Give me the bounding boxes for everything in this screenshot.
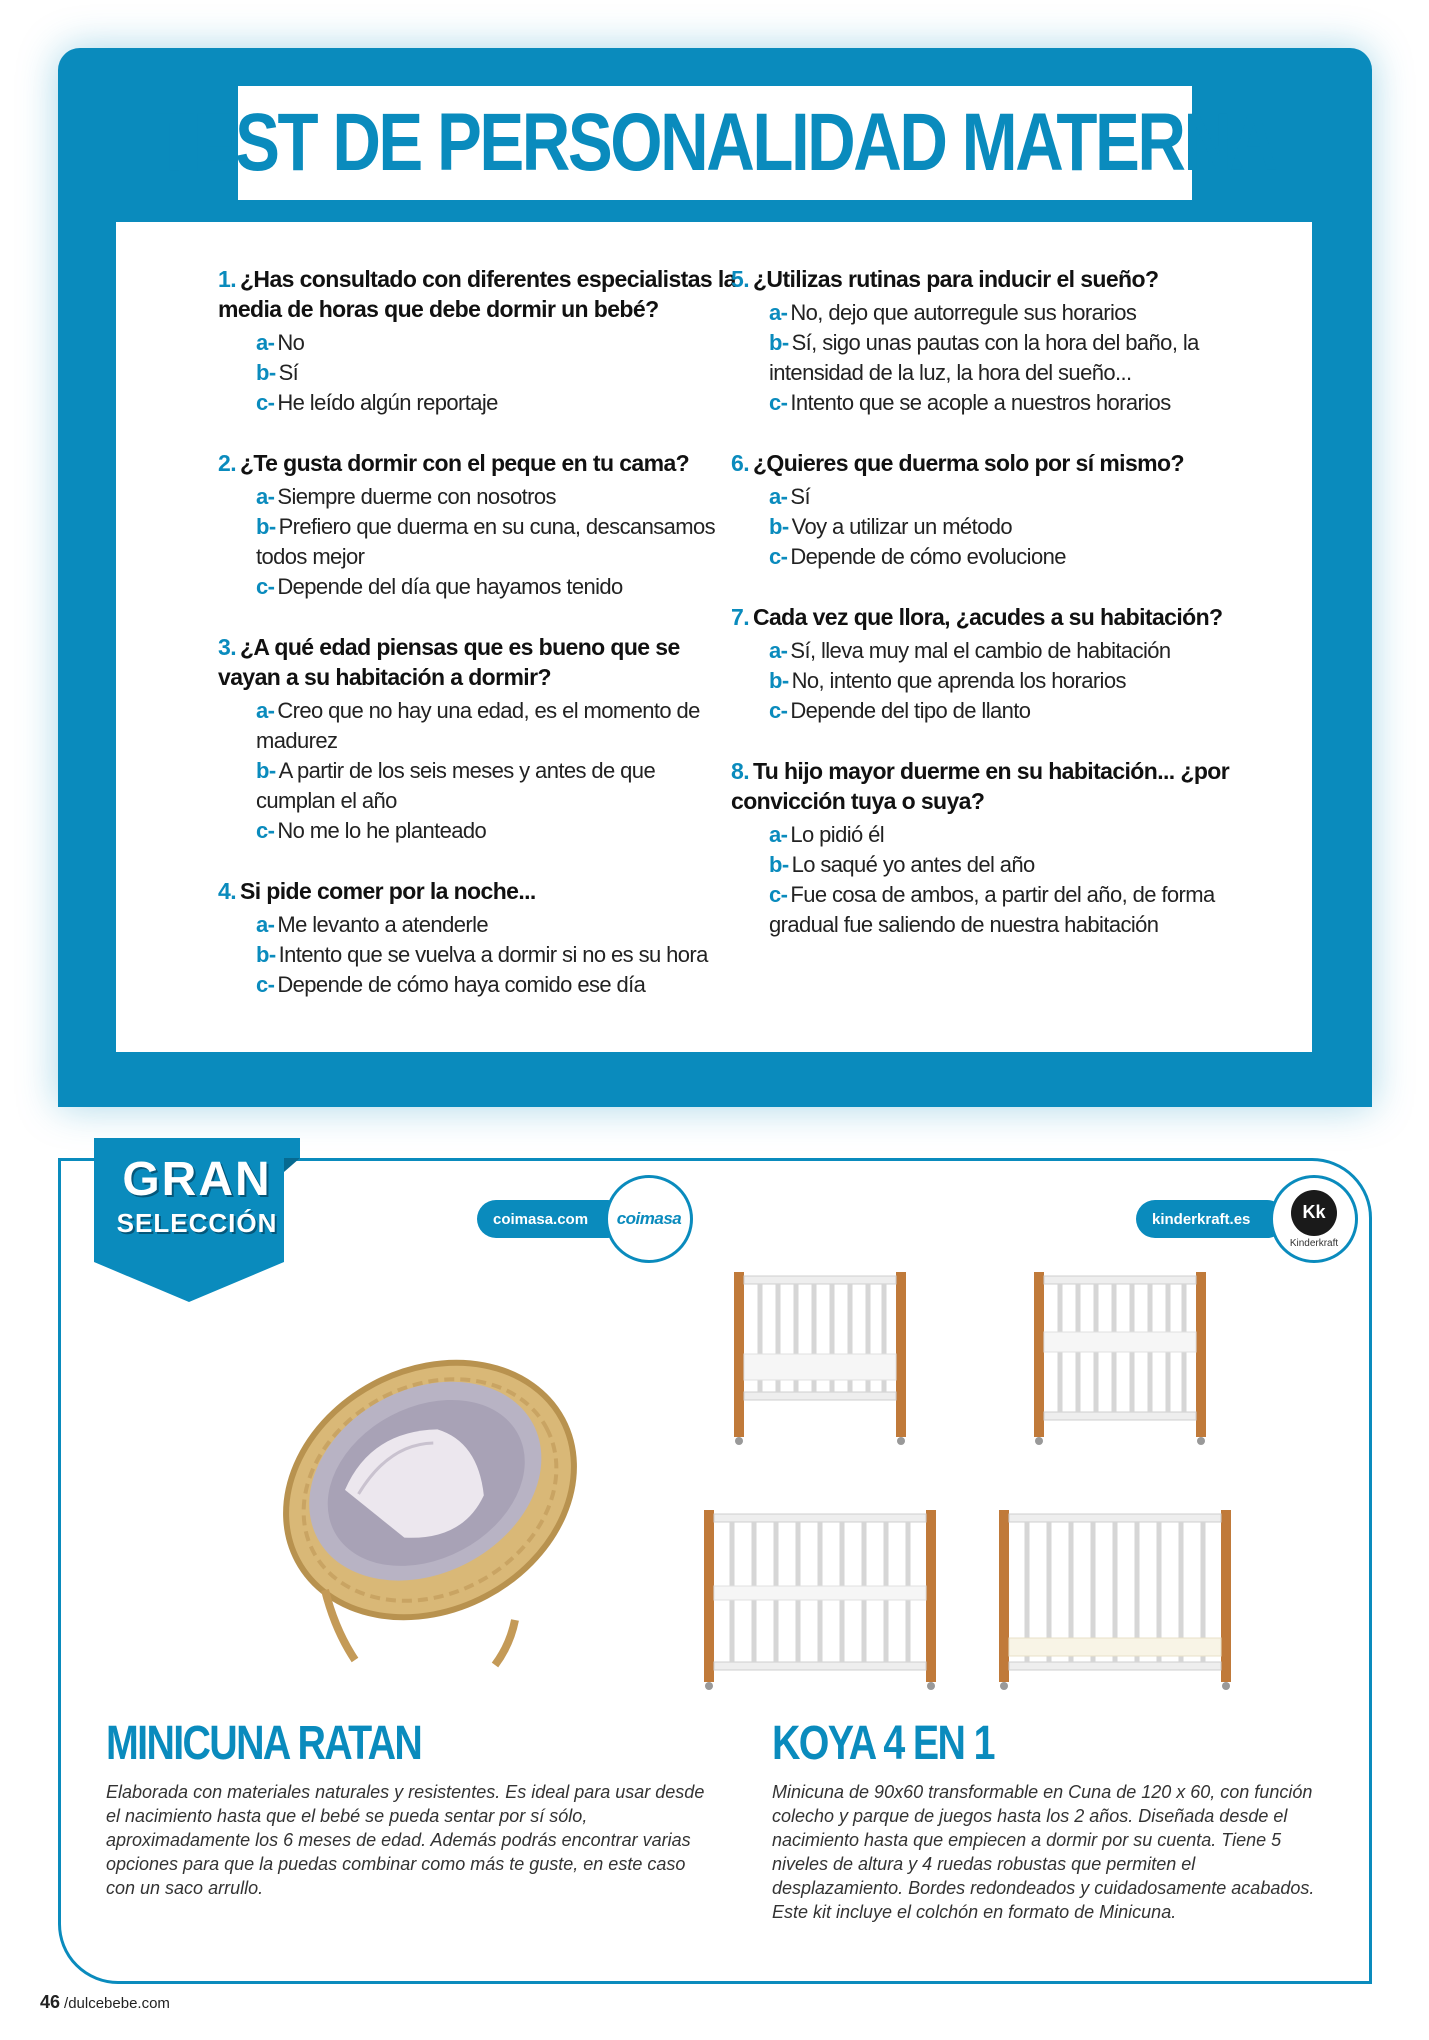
crib-image-3 [690,1502,950,1692]
answer-list [769,298,1251,418]
answer-option [769,636,1251,666]
answer-list [769,636,1251,726]
question-number: 2. [218,450,236,476]
answer-list [256,482,738,602]
answer-text: Sí, sigo unas pautas con la hora del baño, la intensidad de la luz, la hora del sueño... [769,330,1199,385]
question-label: ¿Quieres que duerma solo por sí mismo? [752,450,1184,476]
answer-option [256,512,738,572]
product-description-minicuna-ratan: Elaborada con materiales naturales y resistentes. Es ideal para usar desde el nacimiento hasta que el bebé se pueda sentar por sí sólo, aproximadamente los 6 meses de edad. Además podrás encontrar varias opciones para que la puedas combinar como más te guste, en este caso con un saco arrullo. [106,1782,705,1898]
question-3 [218,632,738,846]
answer-text: Prefiero que duerma en su cuna, descansamos todos mejor [256,514,716,569]
question-number: 7. [731,604,749,630]
question-number: 1. [218,266,236,292]
gran-seleccion-banner [94,1138,300,1302]
question-7 [731,602,1251,726]
question-number: 4. [218,878,236,904]
quiz-title: TEST DE PERSONALIDAD MATERNA [154,97,1276,188]
answer-letter: b- [256,514,276,539]
answer-letter: a- [256,912,275,937]
quiz-column-left [218,264,738,1030]
question-number: 3. [218,634,236,660]
answer-letter: c- [256,972,275,997]
question-4 [218,876,738,1000]
question-number: 5. [731,266,749,292]
answer-option [256,910,738,940]
answer-letter: c- [769,698,788,723]
page-number: 46 [40,1992,61,2012]
answer-option [256,940,738,970]
question-text [731,264,1251,294]
answer-letter: b- [769,852,789,877]
question-text [731,448,1251,478]
rattan-bassinet-image [265,1300,595,1680]
question-text [218,876,738,906]
answer-option [769,512,1251,542]
answer-letter: a- [256,330,275,355]
answer-text: No me lo he planteado [277,818,487,843]
answer-letter: a- [769,638,788,663]
question-label: Cada vez que llora, ¿acudes a su habitación? [752,604,1223,630]
answer-list [256,910,738,1000]
question-text [218,632,738,692]
answer-option [256,328,738,358]
answer-text: Creo que no hay una edad, es el momento de madurez [256,698,700,753]
question-number: 8. [731,758,749,784]
product-title-minicuna-ratan: MINICUNA RATAN [106,1717,422,1770]
kinderkraft-logo [1270,1175,1358,1263]
answer-option [769,388,1251,418]
answer-letter: b- [256,360,276,385]
answer-letter: c- [769,544,788,569]
answer-text: Intento que se acople a nuestros horarios [790,390,1171,415]
answer-list [256,328,738,418]
answer-option [256,816,738,846]
answer-list [769,820,1251,940]
answer-letter: c- [256,818,275,843]
answer-option [256,756,738,816]
answer-text: Lo pidió él [790,822,885,847]
answer-text: Lo saqué yo antes del año [791,852,1035,877]
answer-option [769,298,1251,328]
banner-line-1: GRAN [122,1153,272,1206]
question-label: Tu hijo mayor duerme en su habitación... ¿por convicción tuya o suya? [731,758,1230,814]
question-5 [731,264,1251,418]
answer-letter: a- [769,300,788,325]
question-1 [218,264,738,418]
answer-option [256,696,738,756]
answer-option [256,572,738,602]
brand-link-kinderkraft[interactable] [1136,1200,1286,1238]
quiz-column-right [731,264,1251,970]
answer-option [769,482,1251,512]
question-2 [218,448,738,602]
question-text [731,602,1251,632]
answer-text: Sí, lleva muy mal el cambio de habitación [790,638,1171,663]
answer-letter: a- [256,698,275,723]
question-label: ¿Has consultado con diferentes especialistas la media de horas que debe dormir un bebé? [218,266,736,322]
answer-text: Depende del tipo de llanto [790,698,1031,723]
question-label: ¿Te gusta dormir con el peque en tu cama? [239,450,690,476]
answer-letter: b- [769,668,789,693]
crib-image-4 [985,1502,1245,1692]
answer-letter: b- [769,514,789,539]
footer-site: /dulcebebe.com [64,1995,170,2012]
answer-option [769,666,1251,696]
answer-option [769,880,1251,940]
answer-text: Sí [790,484,810,509]
question-label: Si pide comer por la noche... [239,878,536,904]
banner-line-2: SELECCIÓN [116,1208,278,1238]
answer-text: No [277,330,305,355]
answer-text: No, dejo que autorregule sus horarios [790,300,1137,325]
answer-text: Fue cosa de ambos, a partir del año, de forma gradual fue saliendo de nuestra habitación [769,882,1215,937]
question-text [218,448,738,478]
answer-letter: a- [769,484,788,509]
answer-text: Siempre duerme con nosotros [277,484,556,509]
answer-option [256,358,738,388]
question-6 [731,448,1251,572]
answer-letter: c- [769,390,788,415]
answer-text: Depende de cómo evolucione [790,544,1066,569]
question-text [218,264,738,324]
answer-text: A partir de los seis meses y antes de que cumplan el año [256,758,656,813]
answer-text: He leído algún reportaje [277,390,498,415]
answer-text: Intento que se vuelva a dormir si no es su hora [278,942,708,967]
answer-letter: c- [256,390,275,415]
answer-letter: b- [769,330,789,355]
answer-letter: a- [769,822,788,847]
answer-letter: b- [256,942,276,967]
product-title-koya: KOYA 4 EN 1 [772,1717,994,1770]
question-8 [731,756,1251,940]
answer-option [769,328,1251,388]
product-description-koya: Minicuna de 90x60 transformable en Cuna de 120 x 60, con función colecho y parque de juegos hasta los 2 años. Diseñada desde el nacimiento hasta que empiecen a dormir por su cuenta. Tiene 5 niveles de altura y 4 ruedas robustas que permiten el desplazamiento. Bordes redondeados y cuidadosamente acabados. Este kit incluye el colchón en formato de Minicuna. [772,1782,1315,1922]
answer-option [256,970,738,1000]
answer-text: Depende de cómo haya comido ese día [277,972,646,997]
crib-image-1 [720,1262,920,1447]
coimasa-logo [605,1175,693,1263]
answer-letter: c- [769,882,788,907]
answer-text: No, intento que aprenda los horarios [791,668,1126,693]
answer-option [769,820,1251,850]
answer-option [769,696,1251,726]
answer-option [256,482,738,512]
brand-url-coimasa: coimasa.com [493,1210,589,1228]
answer-letter: c- [256,574,275,599]
answer-option [256,388,738,418]
kinderkraft-logo-text: Kinderkraft [1289,1237,1339,1249]
answer-list [256,696,738,846]
crib-image-2 [1020,1262,1220,1447]
brand-url-kinderkraft: kinderkraft.es [1152,1210,1251,1228]
quiz-title-box [154,86,1276,200]
answer-text: Sí [278,360,299,385]
kinderkraft-logo-mark: Kk [1291,1190,1337,1236]
answer-option [769,542,1251,572]
answer-text: Voy a utilizar un método [791,514,1012,539]
page-footer [40,1992,170,2013]
question-number: 6. [731,450,749,476]
answer-list [769,482,1251,572]
answer-letter: a- [256,484,275,509]
question-label: ¿Utilizas rutinas para inducir el sueño? [752,266,1159,292]
answer-text: Me levanto a atenderle [277,912,488,937]
answer-text: Depende del día que hayamos tenido [277,574,623,599]
question-text [731,756,1251,816]
coimasa-logo-text: coimasa [616,1209,682,1228]
quiz-card [116,222,1312,1052]
question-label: ¿A qué edad piensas que es bueno que se vayan a su habitación a dormir? [218,634,680,690]
answer-option [769,850,1251,880]
answer-letter: b- [256,758,276,783]
